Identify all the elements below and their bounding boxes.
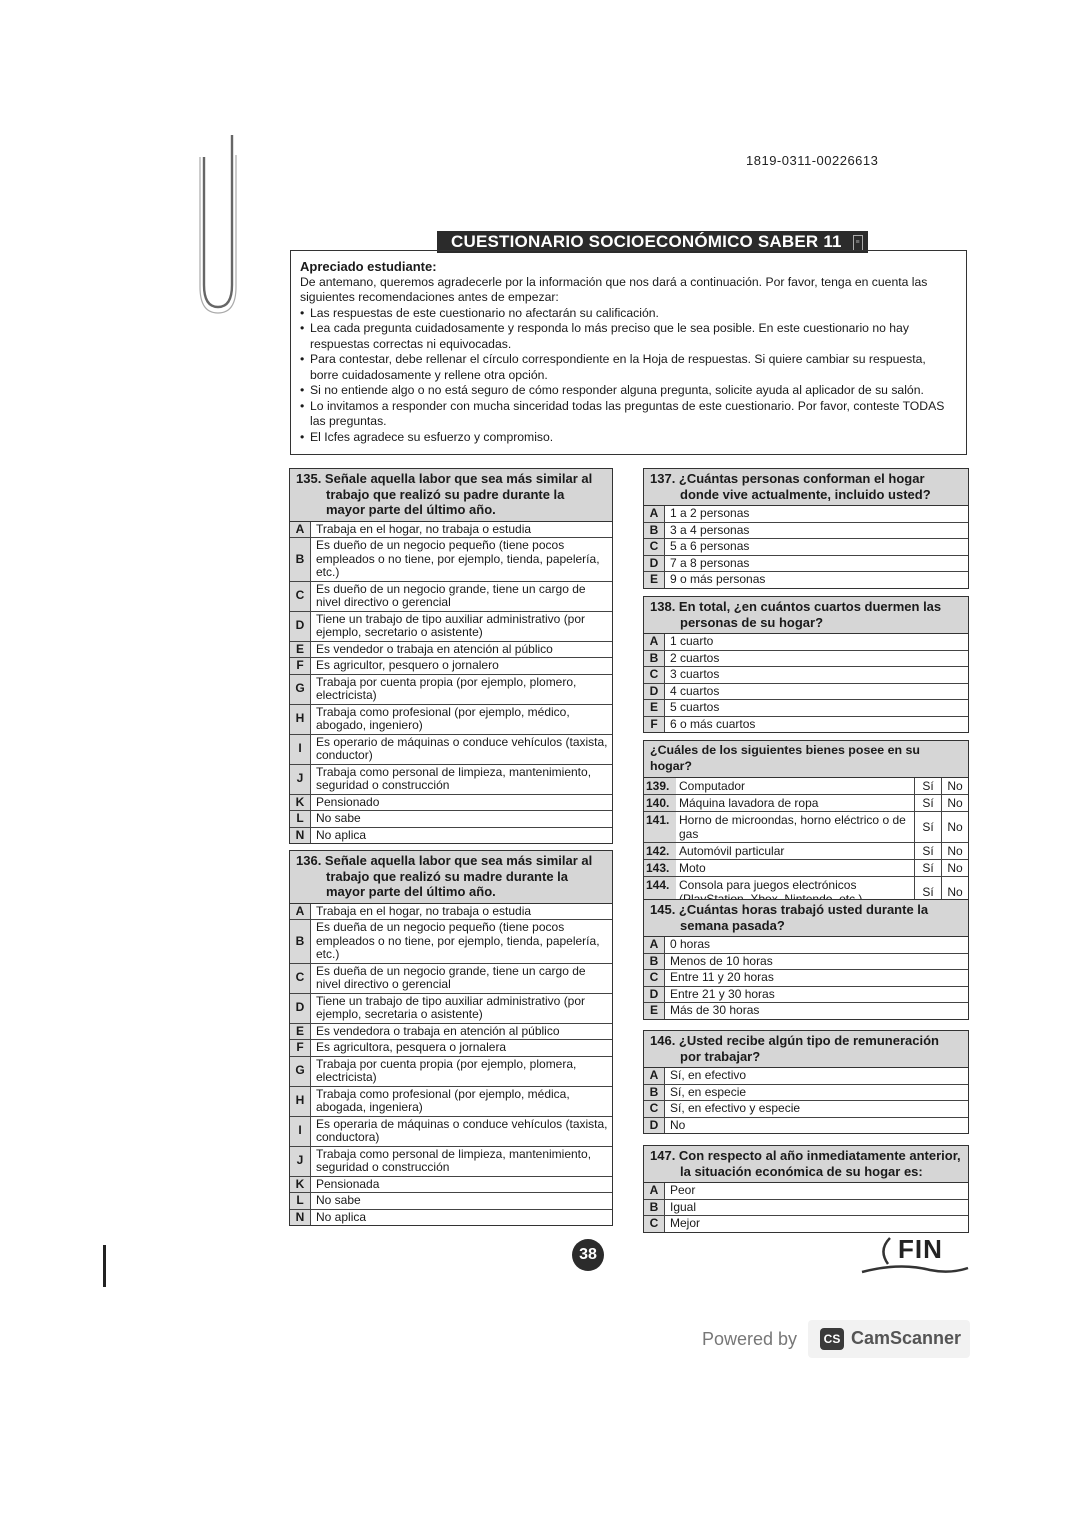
- answer-option[interactable]: [644, 684, 968, 701]
- option-letter: F: [644, 717, 665, 733]
- option-letter: K: [290, 1177, 311, 1193]
- option-text: No sabe: [316, 811, 361, 825]
- option-letter: C: [290, 582, 311, 611]
- option-letter: B: [644, 1200, 665, 1216]
- option-text: Menos de 10 horas: [670, 953, 773, 968]
- option-text: 9 o más personas: [670, 572, 766, 586]
- option-letter: B: [644, 1085, 665, 1101]
- option-letter: N: [290, 828, 311, 844]
- option-letter: D: [644, 1118, 665, 1134]
- option-text: Trabaja por cuenta propia (por ejemplo, plomero, electricista): [316, 674, 577, 702]
- intro-greeting: Apreciado estudiante:: [300, 259, 437, 274]
- option-text: Peor: [670, 1183, 696, 1197]
- option-text: Sí, en efectivo: [670, 1068, 747, 1082]
- corner-mark-icon: ≡: [853, 235, 863, 251]
- option-letter: A: [290, 904, 311, 920]
- answer-option[interactable]: [290, 1040, 612, 1057]
- option-text: Entre 11 y 20 horas: [670, 970, 774, 984]
- answer-option[interactable]: [644, 523, 968, 540]
- option-letter: A: [644, 937, 665, 953]
- option-text: Trabaja como profesional (por ejemplo, médica, abogada, ingeniera): [316, 1086, 570, 1114]
- no-option[interactable]: No: [941, 877, 968, 907]
- question-145: [643, 899, 969, 1020]
- option-text: Es vendedora o trabaja en atención al público: [316, 1023, 560, 1038]
- option-letter: L: [290, 811, 311, 827]
- option-text: Más de 30 horas: [670, 1003, 760, 1017]
- answer-option[interactable]: [644, 572, 968, 588]
- option-text: 4 cuartos: [670, 683, 720, 698]
- answer-option[interactable]: [644, 506, 968, 523]
- answer-option[interactable]: [290, 612, 612, 642]
- answer-option[interactable]: [290, 522, 612, 539]
- yes-option[interactable]: Sí: [914, 877, 941, 907]
- scan-edge: [103, 1245, 106, 1287]
- question-147: [643, 1145, 969, 1233]
- question-title: 135. Señale aquella labor que sea más similar al trabajo que realizó su padre durante la mayor parte del último año.: [290, 469, 612, 522]
- answer-option[interactable]: [644, 1085, 968, 1102]
- option-text: Entre 21 y 30 horas: [670, 986, 775, 1001]
- option-text: 2 cuartos: [670, 650, 720, 665]
- answer-option[interactable]: [644, 717, 968, 733]
- option-text: 0 horas: [670, 937, 711, 951]
- option-text: Es dueña de un negocio grande, tiene un cargo de nivel directivo o gerencial: [316, 963, 586, 991]
- option-letter: E: [290, 1024, 311, 1040]
- goods-title: ¿Cuáles de los siguientes bienes posee en su hogar?: [644, 741, 968, 778]
- option-letter: C: [644, 970, 665, 986]
- intro-paragraph: De antemano, queremos agradecerle por la información que nos dará a continuación. Por favor, tenga en cuenta las siguientes recomendaciones antes de empezar:: [300, 274, 928, 304]
- no-option[interactable]: No: [941, 795, 968, 811]
- goods-table: [643, 740, 969, 908]
- intro-bullet: • Lea cada pregunta cuidadosamente y responda lo más preciso que le sea posible. En este cuestionario no hay respuestas correctas ni equivocadas.: [300, 321, 952, 352]
- page-title-text: CUESTIONARIO SOCIOECONÓMICO SABER 11: [451, 232, 842, 251]
- option-text: Trabaja en el hogar, no trabaja o estudia: [316, 903, 532, 918]
- no-option[interactable]: No: [941, 778, 968, 794]
- option-letter: E: [290, 642, 311, 658]
- goods-row: [644, 860, 968, 877]
- option-letter: A: [644, 506, 665, 522]
- option-text: 5 a 6 personas: [670, 539, 750, 553]
- option-text: 6 o más cuartos: [670, 716, 756, 731]
- answer-option[interactable]: [290, 658, 612, 675]
- intro-bullet: • Para contestar, debe rellenar el círculo correspondiente en la Hoja de respuestas. Si quiere cambiar su respuesta, borre cuidadosamente y rellene otra opción.: [300, 352, 952, 383]
- question-138: [643, 596, 969, 733]
- question-135: [289, 468, 613, 844]
- goods-label: Moto: [679, 861, 706, 875]
- option-letter: A: [290, 522, 311, 538]
- option-text: Sí, en efectivo y especie: [670, 1101, 801, 1115]
- option-text: Es agricultora, pesquera o jornalera: [316, 1040, 507, 1054]
- no-option[interactable]: No: [941, 843, 968, 859]
- option-letter: E: [644, 572, 665, 588]
- question-136: [289, 850, 613, 1226]
- answer-option[interactable]: [644, 1216, 968, 1232]
- option-letter: F: [290, 658, 311, 674]
- answer-option[interactable]: [290, 828, 612, 844]
- option-letter: D: [644, 556, 665, 572]
- answer-option[interactable]: [290, 1177, 612, 1194]
- option-letter: L: [290, 1193, 311, 1209]
- option-letter: E: [644, 1003, 665, 1019]
- option-text: Es dueño de un negocio pequeño (tiene pocos empleados o no tiene, por ejemplo, tienda, papelería, etc.): [316, 538, 600, 579]
- answer-option[interactable]: [644, 1183, 968, 1200]
- option-letter: A: [644, 1068, 665, 1084]
- goods-row: [644, 795, 968, 812]
- no-option[interactable]: No: [941, 860, 968, 876]
- camscanner-badge[interactable]: [808, 1320, 970, 1358]
- option-text: Trabaja por cuenta propia (por ejemplo, plomera, electricista): [316, 1056, 577, 1084]
- option-letter: D: [644, 684, 665, 700]
- fin-logo: [860, 1232, 970, 1278]
- option-letter: B: [290, 920, 311, 963]
- answer-option[interactable]: [290, 582, 612, 612]
- answer-option[interactable]: [644, 1003, 968, 1019]
- answer-option[interactable]: [290, 735, 612, 765]
- option-text: Es operaria de máquinas o conduce vehículos (taxista, conductora): [316, 1116, 608, 1144]
- option-text: 7 a 8 personas: [670, 555, 750, 570]
- answer-option[interactable]: [644, 954, 968, 971]
- option-letter: E: [644, 700, 665, 716]
- answer-option[interactable]: [290, 994, 612, 1024]
- answer-option[interactable]: [290, 1087, 612, 1117]
- option-text: Pensionado: [316, 794, 380, 809]
- answer-option[interactable]: [290, 1147, 612, 1177]
- option-letter: G: [290, 675, 311, 704]
- option-text: Trabaja como personal de limpieza, mantenimiento, seguridad o construcción: [316, 1146, 592, 1174]
- goods-row: [644, 843, 968, 860]
- goods-number: 141.: [644, 812, 676, 842]
- goods-label: Consola para juegos electrónicos: [679, 878, 857, 892]
- answer-option[interactable]: [644, 1068, 968, 1085]
- yes-option[interactable]: Sí: [914, 843, 941, 859]
- option-text: Igual: [670, 1199, 697, 1214]
- option-text: Es vendedor o trabaja en atención al público: [316, 641, 553, 656]
- option-letter: I: [290, 1117, 311, 1146]
- question-title: 146. ¿Usted recibe algún tipo de remuneración por trabajar?: [644, 1031, 968, 1068]
- option-text: No aplica: [316, 827, 367, 842]
- option-letter: B: [644, 523, 665, 539]
- camscanner-icon: CS: [820, 1328, 844, 1350]
- option-letter: C: [644, 539, 665, 555]
- question-title: 145. ¿Cuántas horas trabajó usted durante la semana pasada?: [644, 900, 968, 937]
- yes-option[interactable]: Sí: [914, 860, 941, 876]
- answer-option[interactable]: [644, 1200, 968, 1217]
- option-text: No aplica: [316, 1209, 367, 1224]
- answer-option[interactable]: [644, 634, 968, 651]
- option-letter: H: [290, 705, 311, 734]
- answer-option[interactable]: [290, 1117, 612, 1147]
- document-id: 1819-0311-00226613: [746, 153, 879, 168]
- option-text: Tiene un trabajo de tipo auxiliar administrativo (por ejemplo, secretaria o asistente): [316, 993, 586, 1021]
- answer-option[interactable]: [290, 642, 612, 659]
- goods-label: Automóvil particular: [679, 844, 785, 858]
- answer-option[interactable]: [290, 675, 612, 705]
- answer-option[interactable]: [644, 556, 968, 573]
- goods-number: 142.: [644, 843, 676, 859]
- option-letter: D: [644, 987, 665, 1003]
- option-text: Pensionada: [316, 1176, 380, 1191]
- goods-number: 144.: [644, 877, 676, 907]
- answer-option[interactable]: [644, 1101, 968, 1118]
- goods-number: 139.: [644, 778, 676, 794]
- option-text: Trabaja como profesional (por ejemplo, médico, abogado, ingeniero): [316, 704, 570, 732]
- option-letter: I: [290, 735, 311, 764]
- answer-option[interactable]: [644, 1118, 968, 1134]
- option-letter: C: [644, 1101, 665, 1117]
- answer-option[interactable]: [644, 667, 968, 684]
- option-letter: B: [644, 651, 665, 667]
- option-letter: G: [290, 1057, 311, 1086]
- option-letter: D: [290, 612, 311, 641]
- answer-option[interactable]: [290, 920, 612, 964]
- goods-label: Computador: [679, 779, 746, 793]
- answer-option[interactable]: [644, 700, 968, 717]
- fin-text: FIN: [898, 1234, 943, 1264]
- option-letter: K: [290, 795, 311, 811]
- yes-option[interactable]: Sí: [914, 812, 941, 842]
- option-letter: H: [290, 1087, 311, 1116]
- option-letter: A: [644, 634, 665, 650]
- goods-row: [644, 812, 968, 843]
- intro-bullet: • El Icfes agradece su esfuerzo y compromiso.: [300, 430, 952, 446]
- answer-option[interactable]: [290, 904, 612, 921]
- option-text: 1 a 2 personas: [670, 506, 750, 520]
- intro-bullets: [300, 306, 952, 446]
- camscanner-brand: CamScanner: [851, 1328, 962, 1348]
- intro-bullet: • Si no entiende algo o no está seguro de cómo responder alguna pregunta, solicite ayuda al aplicador de su salón.: [300, 383, 952, 399]
- option-letter: N: [290, 1210, 311, 1226]
- option-text: No: [670, 1117, 686, 1132]
- option-letter: D: [290, 994, 311, 1023]
- option-text: 3 cuartos: [670, 667, 720, 681]
- option-text: 1 cuarto: [670, 634, 714, 648]
- option-text: Tiene un trabajo de tipo auxiliar administrativo (por ejemplo, secretario o asistente): [316, 611, 586, 639]
- option-text: Trabaja en el hogar, no trabaja o estudia: [316, 521, 532, 536]
- question-title: 147. Con respecto al año inmediatamente anterior, la situación económica de su hogar es:: [644, 1146, 968, 1183]
- option-letter: J: [290, 765, 311, 794]
- option-text: Sí, en especie: [670, 1084, 747, 1099]
- powered-by: Powered by: [702, 1329, 798, 1349]
- goods-row: [644, 778, 968, 795]
- answer-option[interactable]: [644, 539, 968, 556]
- option-text: Mejor: [670, 1216, 701, 1230]
- paperclip-icon: [196, 135, 240, 315]
- answer-option[interactable]: [290, 795, 612, 812]
- option-letter: F: [290, 1040, 311, 1056]
- option-text: Trabaja como personal de limpieza, mantenimiento, seguridad o construcción: [316, 764, 592, 792]
- goods-label: Horno de microondas, horno eléctrico o de gas: [679, 813, 906, 841]
- goods-number: 143.: [644, 860, 676, 876]
- answer-option[interactable]: [644, 651, 968, 668]
- intro-bullet: • Las respuestas de este cuestionario no afectarán su calificación.: [300, 306, 952, 322]
- no-option[interactable]: No: [941, 812, 968, 842]
- question-title: 138. En total, ¿en cuántos cuartos duermen las personas de su hogar?: [644, 597, 968, 634]
- intro-box: [290, 250, 967, 455]
- question-title: 136. Señale aquella labor que sea más similar al trabajo que realizó su madre durante la mayor parte del último año.: [290, 851, 612, 904]
- option-text: Es agricultor, pesquero o jornalero: [316, 658, 499, 672]
- option-text: 3 a 4 personas: [670, 522, 750, 537]
- answer-option[interactable]: [290, 705, 612, 735]
- page-number: 38: [572, 1239, 604, 1271]
- option-text: No sabe: [316, 1193, 361, 1207]
- goods-number: 140.: [644, 795, 676, 811]
- answer-option[interactable]: [290, 765, 612, 795]
- answer-option[interactable]: [644, 987, 968, 1004]
- question-137: [643, 468, 969, 589]
- option-letter: B: [290, 538, 311, 581]
- answer-option[interactable]: [290, 1024, 612, 1041]
- goods-label: Máquina lavadora de ropa: [679, 796, 819, 810]
- answer-option[interactable]: [644, 970, 968, 987]
- question-title: 137. ¿Cuántas personas conforman el hogar donde vive actualmente, incluido usted?: [644, 469, 968, 506]
- answer-option[interactable]: [290, 964, 612, 994]
- question-146: [643, 1030, 969, 1134]
- intro-bullet: • Lo invitamos a responder con mucha sinceridad todas las preguntas de este cuestionario. Por favor, conteste TODAS las preguntas.: [300, 399, 952, 430]
- option-text: Es dueño de un negocio grande, tiene un cargo de nivel directivo o gerencial: [316, 581, 586, 609]
- answer-option[interactable]: [290, 1193, 612, 1210]
- option-text: Es operario de máquinas o conduce vehículos (taxista, conductor): [316, 734, 608, 762]
- option-letter: C: [290, 964, 311, 993]
- answer-option[interactable]: [290, 538, 612, 582]
- answer-option[interactable]: [644, 937, 968, 954]
- option-text: 5 cuartos: [670, 700, 720, 714]
- option-letter: J: [290, 1147, 311, 1176]
- answer-option[interactable]: [290, 811, 612, 828]
- answer-option[interactable]: [290, 1057, 612, 1087]
- yes-option[interactable]: Sí: [914, 795, 941, 811]
- option-letter: C: [644, 1216, 665, 1232]
- option-letter: B: [644, 954, 665, 970]
- option-letter: C: [644, 667, 665, 683]
- yes-option[interactable]: Sí: [914, 778, 941, 794]
- answer-option[interactable]: [290, 1210, 612, 1226]
- option-text: Es dueña de un negocio pequeño (tiene pocos empleados o no tiene, por ejemplo, tienda, papelería, etc.): [316, 920, 600, 961]
- option-letter: A: [644, 1183, 665, 1199]
